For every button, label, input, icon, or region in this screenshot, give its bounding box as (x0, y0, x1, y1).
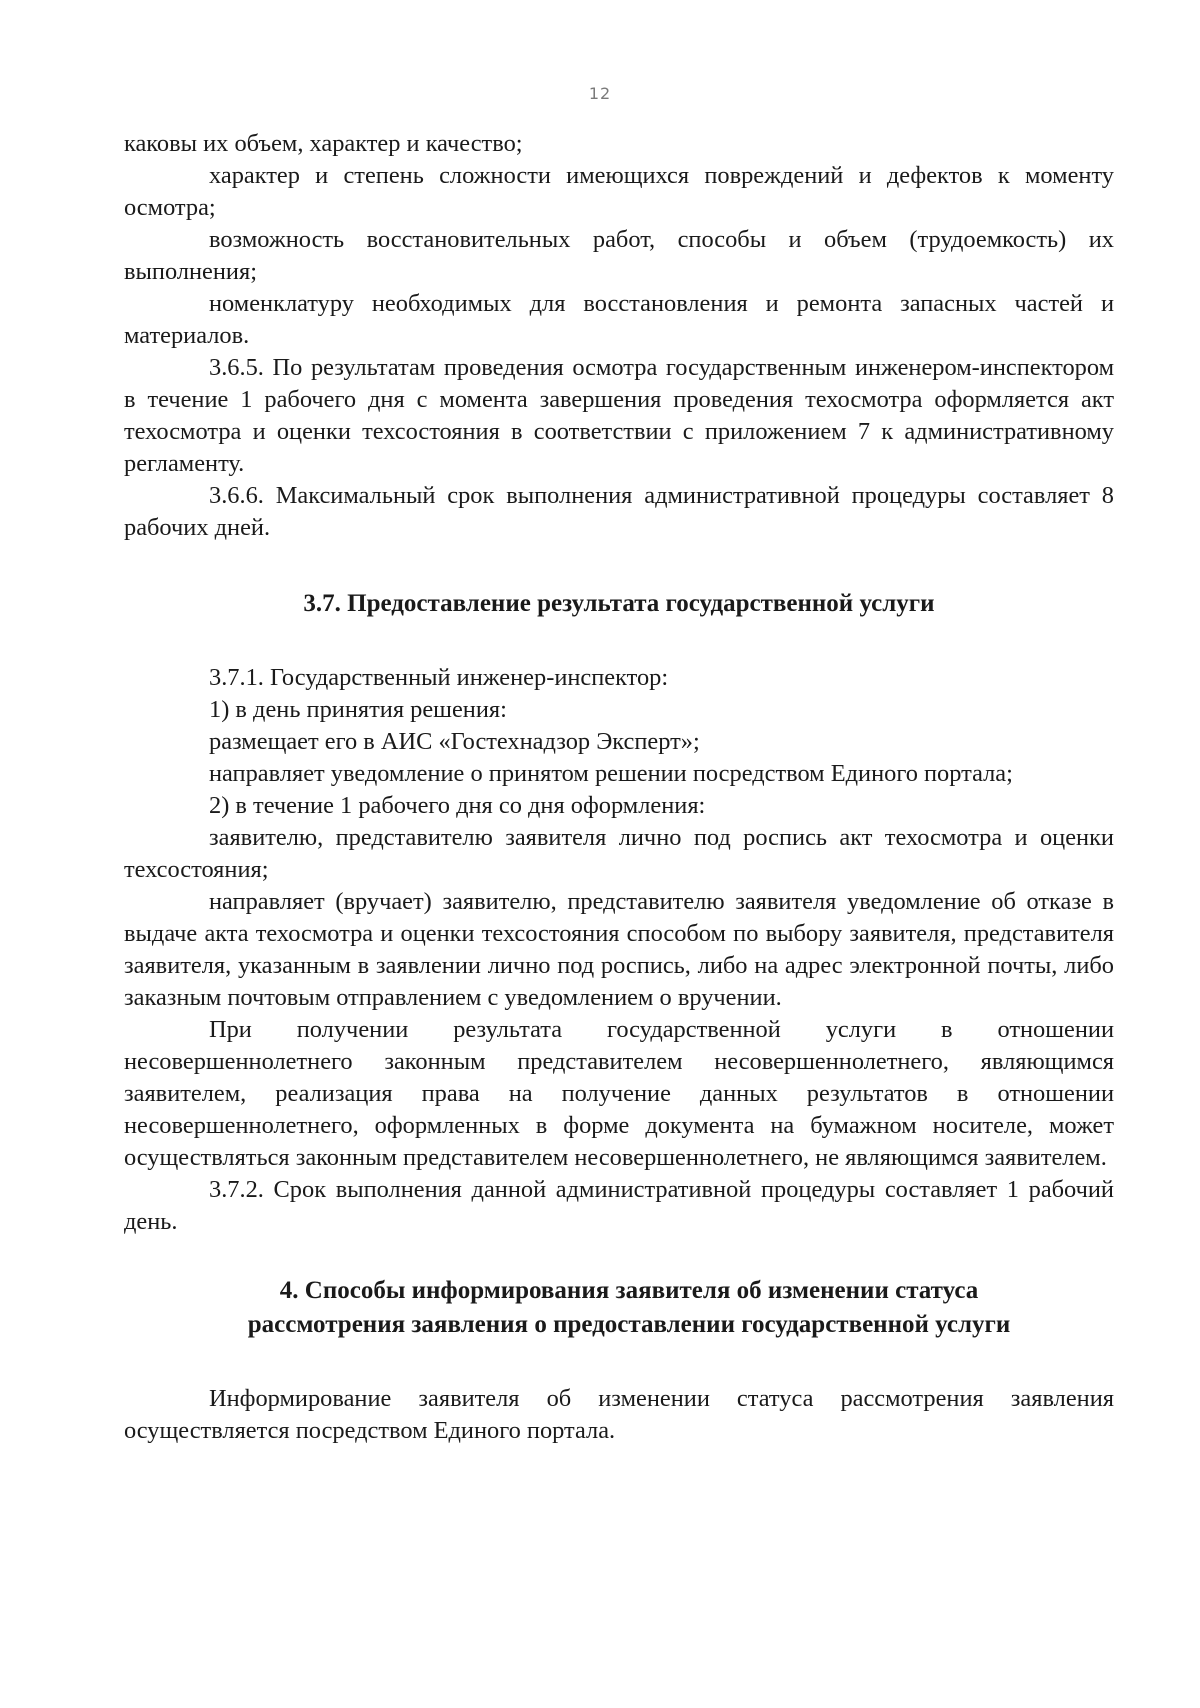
paragraph: возможность восстановительных работ, способы и объем (трудоемкость) их выполнения; (124, 226, 1114, 285)
section-4-heading (124, 1274, 1114, 1342)
paragraph: направляет уведомление о принятом решении посредством Единого портала; (209, 760, 1013, 787)
section-4-heading-line: рассмотрения заявления о предоставлении государственной услуги (247, 1311, 1011, 1338)
paragraph: характер и степень сложности имеющихся повреждений и дефектов к моменту осмотра; (124, 162, 1114, 221)
paragraph: размещает его в АИС «Гостехнадзор Эксперт»; (209, 728, 700, 755)
section-3-7-heading: 3.7. Предоставление результата государственной услуги (303, 590, 935, 617)
paragraph: заявителю, представителю заявителя лично под роспись акт техосмотра и оценки техсостояния; (124, 824, 1114, 883)
paragraph: направляет (вручает) заявителю, представителю заявителя уведомление об отказе в выдаче акта техосмотра и оценки техсостояния способом по выбору заявителя, представителя заявителя, указанным в заявлении лично под роспись, либо на адрес электронной почты, либо заказным почтовым отправлением с уведомлением о вручении. (124, 888, 1114, 1011)
paragraph: При получении результата государственной услуги в отношении несовершеннолетнего законным представителем несовершеннолетнего, являющимся заявителем, реализация права на получение данных результатов в отношении несовершеннолетнего, оформленных в форме документа на бумажном носителе, может осуществляться законным представителем несовершеннолетнего, не являющимся заявителем. (124, 1016, 1114, 1171)
paragraph: номенклатуру необходимых для восстановления и ремонта запасных частей и материалов. (124, 290, 1114, 349)
paragraph: 1) в день принятия решения: (209, 696, 507, 723)
paragraph-3-7-2: 3.7.2. Срок выполнения данной административной процедуры составляет 1 рабочий день. (124, 1176, 1114, 1235)
paragraph: каковы их объем, характер и качество; (124, 130, 523, 157)
paragraph-section-4: Информирование заявителя об изменении статуса рассмотрения заявления осуществляется посредством Единого портала. (124, 1385, 1114, 1444)
section-4-heading-line: 4. Способы информирования заявителя об изменении статуса (279, 1277, 979, 1304)
page-content (124, 128, 1114, 1447)
paragraph-3-6-6: 3.6.6. Максимальный срок выполнения административной процедуры составляет 8 рабочих дней. (124, 482, 1114, 541)
paragraph-3-7-1: 3.7.1. Государственный инженер-инспектор: (209, 664, 669, 691)
paragraph-3-6-5: 3.6.5. По результатам проведения осмотра государственным инженером-инспектором в течение 1 рабочего дня с момента завершения проведения техосмотра оформляется акт техосмотра и оценки техсостояния в соответствии с приложением 7 к административному регламенту. (124, 354, 1114, 477)
page-number: 12 (588, 84, 612, 103)
paragraph: 2) в течение 1 рабочего дня со дня оформления: (209, 792, 706, 819)
